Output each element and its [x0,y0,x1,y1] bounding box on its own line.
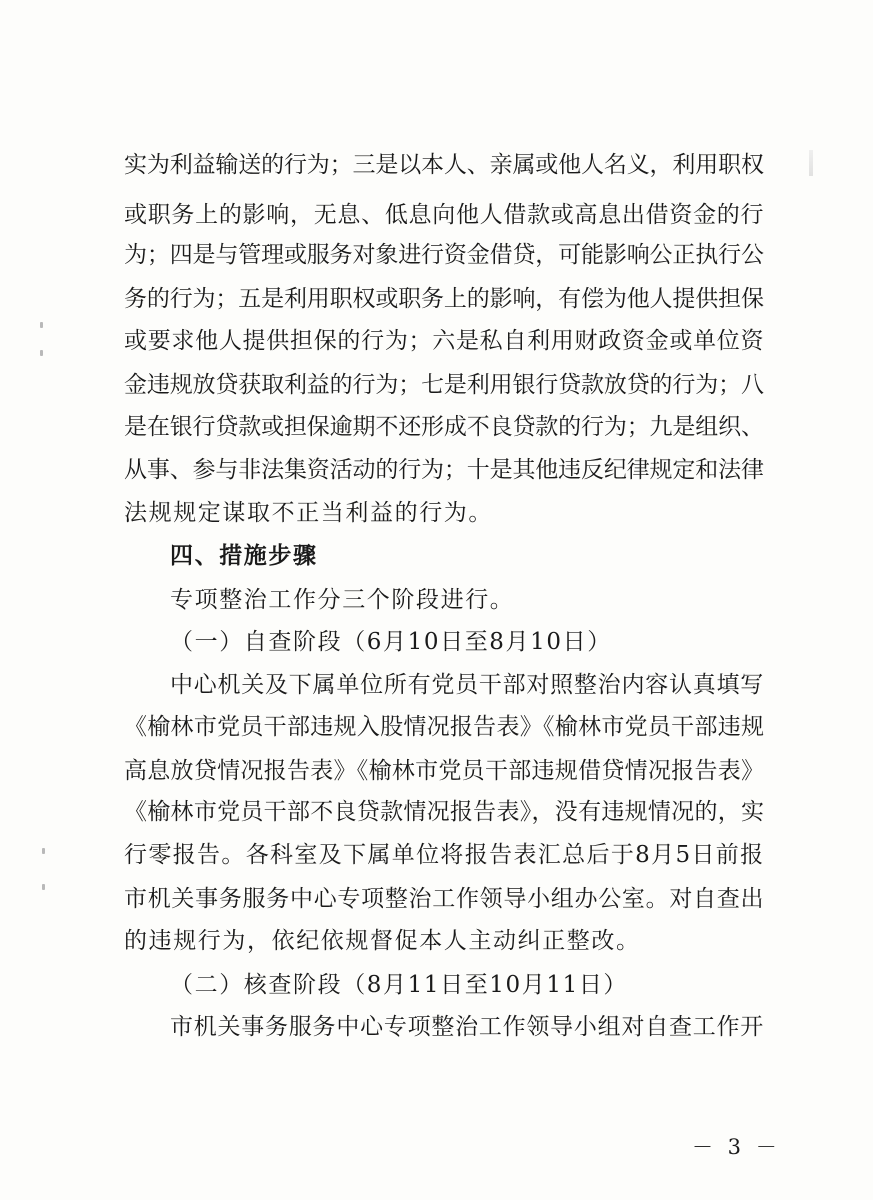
paragraph-line: 中心机关及下属单位所有党员干部对照整治内容认真填写 [170,672,764,698]
paragraph-line: 金违规放贷获取利益的行为；七是利用银行贷款放贷的行为；八 [124,372,764,398]
scan-edge-mark [809,150,813,176]
paragraph-line: 高息放贷情况报告表》《榆林市党员干部违规借贷情况报告表》 [124,758,765,784]
scan-speck [42,848,45,854]
scan-speck [40,350,43,356]
paragraph-line: 实为利益输送的行为；三是以本人、亲属或他人名义，利用职权 [124,152,764,178]
paragraph-line: 或要求他人提供担保的行为；六是私自利用财政资金或单位资 [124,328,765,354]
paragraph-line: 法规规定谋取不正当利益的行为。 [124,500,493,526]
scan-speck [40,322,43,328]
page-number: － 3 － [692,1135,781,1159]
paragraph-line: 或职务上的影响，无息、低息向他人借款或高息出借资金的行 [124,202,765,228]
paragraph-line: 务的行为；五是利用职权或职务上的影响，有偿为他人提供担保 [124,286,764,312]
paragraph-line: 市机关事务服务中心专项整治工作领导小组办公室。对自查出 [124,886,765,912]
paragraph-line: 市机关事务服务中心专项整治工作领导小组对自查工作开 [170,1014,764,1040]
paragraph-line: 《榆林市党员干部违规入股情况报告表》《榆林市党员干部违规 [124,714,765,740]
stage1-title: （一）自查阶段（6月10日至8月10日） [170,629,612,655]
section-heading: 四、措施步骤 [170,543,318,569]
intro-line: 专项整治工作分三个阶段进行。 [170,587,515,613]
paragraph-line: 《榆林市党员干部不良贷款情况报告表》，没有违规情况的，实 [124,799,765,825]
paragraph-line: 的违规行为，依纪依规督促本人主动纠正整改。 [124,928,641,954]
stage2-title: （二）核查阶段（8月11日至10月11日） [170,972,629,998]
paragraph-line: 行零报告。各科室及下属单位将报告表汇总后于8月5日前报 [124,842,765,868]
paragraph-line: 从事、参与非法集资活动的行为；十是其他违反纪律规定和法律 [124,457,764,483]
paragraph-line: 为；四是与管理或服务对象进行资金借贷，可能影响公正执行公 [124,242,764,268]
scan-speck [42,884,45,890]
paragraph-line: 是在银行贷款或担保逾期不还形成不良贷款的行为；九是组织、 [124,414,764,440]
